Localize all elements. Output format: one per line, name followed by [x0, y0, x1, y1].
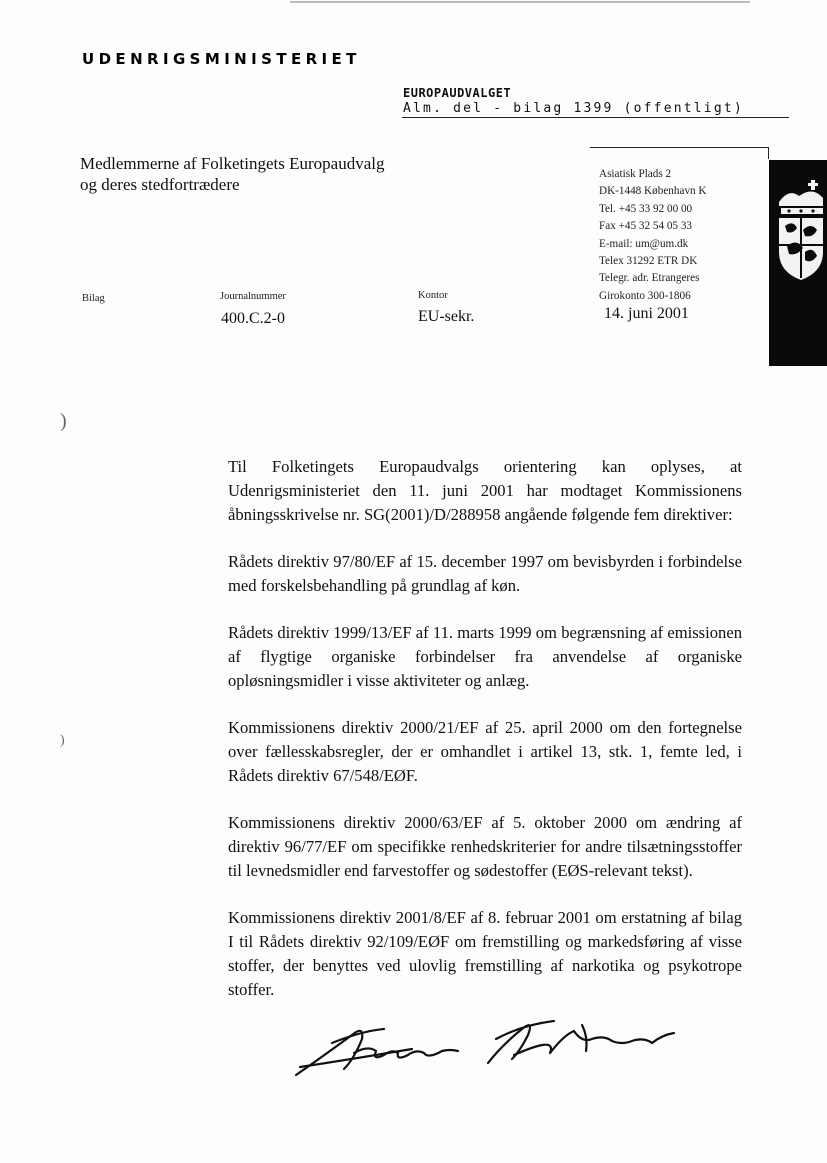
body-paragraph: Rådets direktiv 97/80/EF af 15. december 1997 om bevisbyrden i forbindelse med forskelsbehandling på grundlag af køn.	[228, 552, 742, 595]
sender-address	[599, 166, 769, 305]
letter-body	[228, 455, 742, 1025]
annex-reference: Alm. del - bilag 1399 (offentligt)	[403, 101, 744, 116]
journal-number-label: Journalnummer	[220, 291, 286, 302]
punch-hole-mark: )	[60, 733, 65, 748]
address-line: Tel. +45 33 92 00 00	[599, 202, 693, 215]
address-line: Asiatisk Plads 2	[599, 168, 672, 180]
body-paragraph: Kommissionens direktiv 2001/8/EF af 8. februar 2001 om erstatning af bilag I til Rådets direktiv 92/109/EØF om fremstilling og markedsføring af visse stoffer, der benyttes ved ulovlig fremstilling af narkotika og psykotrope stoffer.	[228, 908, 742, 999]
handwritten-signature	[292, 1005, 682, 1090]
recipient-block	[80, 153, 420, 195]
scan-top-edge	[290, 1, 750, 3]
office-value: EU-sekr.	[418, 308, 475, 325]
body-paragraph: Kommissionens direktiv 2000/21/EF af 25. april 2000 om den fortegnelse over fællesskabsregler, der er omhandlet i artikel 13, stk. 1, femte led, i Rådets direktiv 67/548/EØF.	[228, 718, 742, 785]
address-line: Fax +45 32 54 05 33	[599, 220, 693, 233]
address-line: E-mail: um@um.dk	[599, 237, 689, 250]
punch-hole-mark: )	[60, 410, 67, 432]
letter-date: 14. juni 2001	[604, 305, 689, 322]
body-paragraph: Til Folketingets Europaudvalgs orientering kan oplyses, at Udenrigsministeriet den 11. juni 2001 har modtaget Kommissionens åbningsskrivelse nr. SG(2001)/D/288958 angående følgende fem direktiver:	[228, 457, 742, 524]
body-paragraph: Kommissionens direktiv 2000/63/EF af 5. oktober 2000 om ændring af direktiv 96/77/EF om specifikke renhedskriterier for andre tilsætningsstoffer til levnedsmidler end farvestoffer og sødestoffer (EØS-relevant tekst).	[228, 813, 742, 880]
recipient-line: Medlemmerne af Folketingets Europaudvalg	[80, 154, 385, 173]
address-line: Telex 31292 ETR DK	[599, 255, 698, 268]
office-label: Kontor	[418, 290, 448, 301]
address-line: Girokonto 300-1806	[599, 289, 691, 302]
address-line: DK-1448 København K	[599, 185, 707, 198]
recipient-line: og deres stedfortrædere	[80, 175, 240, 194]
journal-number-value: 400.C.2-0	[221, 310, 285, 327]
address-divider-tick	[768, 147, 769, 159]
committee-stamp: EUROPAUDVALGET	[403, 86, 512, 100]
bilag-label: Bilag	[82, 293, 105, 304]
ministry-letterhead: UDENRIGSMINISTERIET	[82, 50, 361, 68]
body-paragraph: Rådets direktiv 1999/13/EF af 11. marts 1999 om begrænsning af emissionen af flygtige organiske forbindelser fra anvendelse af organiske opløsningsmidler i visse aktiviteter og anlæg.	[228, 623, 742, 690]
address-line: Telegr. adr. Etrangeres	[599, 272, 700, 285]
stamp-underline	[402, 117, 789, 118]
address-divider	[590, 147, 768, 148]
royal-crest-icon	[769, 160, 827, 366]
